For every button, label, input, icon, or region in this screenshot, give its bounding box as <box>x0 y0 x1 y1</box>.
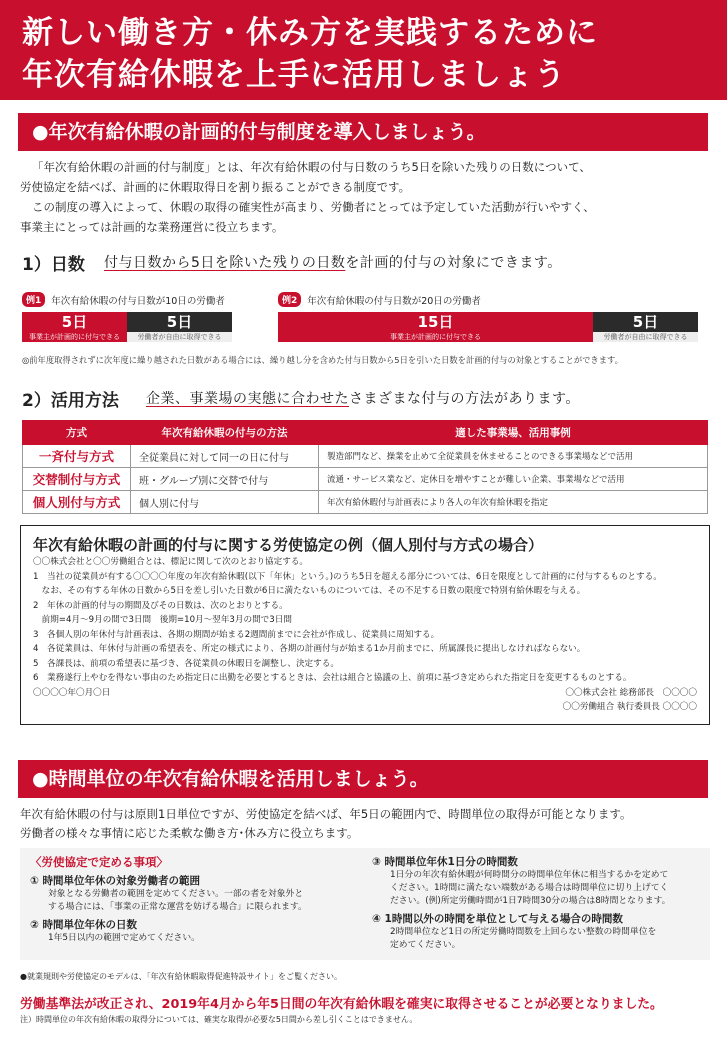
example1-bar <box>22 312 232 342</box>
agreement-box <box>20 525 710 725</box>
footer-note-1: ●就業規則や労使協定のモデルは、「年次有給休暇取得促進特設サイト」をご覧ください。 <box>20 972 343 981</box>
example1-planned-days: 5日 <box>61 313 88 331</box>
title-banner <box>0 0 727 100</box>
agreement-line: 6 業務遂行上やむを得ない事由のため指定日に出勤を必要とするときは、会社は組合と協議の上、前項に基づき定められた指定日を変更するものとする。 <box>33 673 632 683</box>
time-unit-left-column <box>30 854 360 945</box>
agreement-line: 2 年休の計画的付与の期間及びその日数は、次のとおりとする。 <box>33 600 288 611</box>
method-description: 個人別に付与 <box>131 491 319 514</box>
methods-title: 2）活用方法 <box>22 391 119 411</box>
item4-text-1: 2時間単位など1日の所定労働時間数を上回らない整数の時間単位を <box>390 927 657 937</box>
example2-planned-caption: 事業主が計画的に付与できる <box>390 333 481 341</box>
items-heading: 〈労使協定で定める事項〉 <box>30 855 168 869</box>
methods-header-row <box>23 421 708 445</box>
title-line-2: 年次有給休暇を上手に活用しましょう <box>22 57 566 93</box>
item2-text-1: 1年5日以内の範囲で定めてください。 <box>48 933 200 943</box>
title-line-1: 新しい働き方・休み方を実践するために <box>22 15 598 51</box>
method-case: 流通・サービス業など、定休日を増やすことが難しい企業、事業場などで活用 <box>319 468 708 491</box>
footer-red-notice: 労働基準法が改正され、2019年4月から年5日間の年次有給休暇を確実に取得させることが必要となりました。 <box>20 997 663 1012</box>
agreement-signature-row <box>33 686 697 700</box>
time-unit-box <box>20 848 710 960</box>
item3-text-1: 1日分の年次有給休暇が何時間分の時間単位年休に相当するかを定めて <box>390 870 669 880</box>
example2-bar <box>278 312 698 342</box>
agreement-line: 1 当社の従業員が有する〇〇〇〇年度の年次有給休暇(以下「年休」という。)のうち5日を超える部分については、6日を限度として計画的に付与するものとする。 <box>33 571 662 582</box>
item1-text-2: する場合には、「事業の正常な運営を妨げる場合」に限られます。 <box>48 902 307 912</box>
method-name: 個人別付与方式 <box>23 491 131 514</box>
example1-label <box>22 292 225 307</box>
item1-text-1: 対象となる労働者の範囲を定めてください。一部の者を対象外と <box>48 889 304 899</box>
days-note: ◎前年度取得されずに次年度に繰り越された日数がある場合には、繰り越し分を含めた付与日数から5日を引いた日数を計画的付与の対象とすることができます。 <box>22 355 623 365</box>
methods-desc-rest: さまざまな付与の方法があります。 <box>349 391 580 407</box>
agreement-line: 〇〇株式会社と〇〇労働組合とは、標記に関して次のとおり協定する。 <box>33 557 309 567</box>
example1-text: 年次有給休暇の付与日数が10日の労働者 <box>51 295 225 307</box>
method-description: 全従業員に対して同一の日に付与 <box>131 445 319 468</box>
table-row <box>23 445 708 468</box>
method-name: 一斉付与方式 <box>23 445 131 468</box>
days-desc-rest: を計画的付与の対象にできます。 <box>345 255 562 271</box>
agreement-line: 前期=4月～9月の間で3日間 後期=10月～翌年3月の間で3日間 <box>33 615 292 625</box>
method-name: 交替制付与方式 <box>23 468 131 491</box>
agreement-title: 年次有給休暇の計画的付与に関する労使協定の例（個人別付与方式の場合） <box>33 536 544 554</box>
example1-planned-caption: 事業主が計画的に付与できる <box>29 333 120 341</box>
section1-para-1: 「年次有給休暇の計画的付与制度」とは、年次有給休暇の付与日数のうち5日を除いた残りの日数について、 <box>32 160 591 174</box>
example2-free-segment <box>593 312 698 342</box>
agreement-line: 5 各課長は、前項の希望表に基づき、各従業員の休暇日を調整し、決定する。 <box>33 658 339 669</box>
method-description: 班・グループ別に交替で付与 <box>131 468 319 491</box>
example2-free-caption: 労働者が自由に取得できる <box>593 332 698 342</box>
footer-note-2: 注）時間単位の年次有給休暇の取得分については、確実な取得が必要な5日間から差し引くことはできません。 <box>20 1015 418 1024</box>
methods-header-method: 年次有給休暇の付与の方法 <box>131 421 319 445</box>
method-case: 製造部門など、操業を止めて全従業員を休ませることのできる事業場などで活用 <box>319 445 708 468</box>
days-desc-underlined: 付与日数から5日を除いた残りの日数 <box>104 255 346 271</box>
example1-badge: 例1 <box>22 292 45 307</box>
agreement-date: 〇〇〇〇年〇月〇日 <box>33 687 111 698</box>
item3-text-3: ださい。(例)所定労働時間が1日7時間30分の場合は8時間となります。 <box>390 896 671 906</box>
example2-text: 年次有給休暇の付与日数が20日の労働者 <box>307 295 481 307</box>
example1-planned-segment <box>22 312 127 342</box>
example1-free-days: 5日 <box>166 313 193 331</box>
table-row <box>23 491 708 514</box>
methods-desc <box>146 388 580 408</box>
example1-free-segment <box>127 312 232 342</box>
methods-header-case: 適した事業場、活用事例 <box>319 421 708 445</box>
agreement-line: 4 各従業員は、年休付与計画の希望表を、所定の様式により、各期の計画付与が始まる1か月前までに、所属課長に提出しなければならない。 <box>33 644 586 654</box>
days-desc <box>104 252 562 272</box>
section2-heading: ●時間単位の年次有給休暇を活用しましょう。 <box>18 760 708 798</box>
agreement-signer-2: 〇〇労働組合 執行委員長 〇〇〇〇 <box>562 701 697 712</box>
agreement-signer-1: 〇〇株式会社 総務部長 〇〇〇〇 <box>565 687 697 698</box>
item1-title: ① 時間単位年休の対象労働者の範囲 <box>30 875 201 887</box>
item2-title: ② 時間単位年休の日数 <box>30 919 138 931</box>
example2-free-days: 5日 <box>632 313 659 331</box>
item3-title: ③ 時間単位年休1日分の時間数 <box>372 856 518 868</box>
example2-label <box>278 292 481 307</box>
days-title: 1）日数 <box>22 255 85 275</box>
example2-planned-days: 15日 <box>417 313 454 331</box>
section1-para-3: この制度の導入によって、休暇の取得の確実性が高まり、労働者にとっては予定していた活動が行いやすく、 <box>32 200 595 214</box>
section2-para-1: 年次有給休暇の付与は原則1日単位ですが、労使協定を結べば、年5日の範囲内で、時間単位の取得が可能となります。 <box>20 807 632 821</box>
methods-header-type: 方式 <box>23 421 131 445</box>
example2-planned-segment <box>278 312 593 342</box>
method-case: 年次有給休暇付与計画表により各人の年次有給休暇を指定 <box>319 491 708 514</box>
methods-desc-underlined: 企業、事業場の実態に合わせた <box>146 391 349 407</box>
table-row <box>23 468 708 491</box>
agreement-signature-row-2 <box>33 700 697 714</box>
item4-title: ④ 1時間以外の時間を単位として与える場合の時間数 <box>372 913 623 925</box>
methods-table <box>22 420 708 514</box>
section2-para-2: 労働者の様々な事情に応じた柔軟な働き方･休み方に役立ちます。 <box>20 826 359 840</box>
example1-free-caption: 労働者が自由に取得できる <box>127 332 232 342</box>
item4-text-2: 定めてください。 <box>390 940 461 950</box>
time-unit-right-column <box>372 854 706 952</box>
agreement-line: 3 各個人別の年休付与計画表は、各期の期間が始まる2週間前までに会社が作成し、従業員に周知する。 <box>33 629 440 640</box>
agreement-line: なお、その有する年休の日数から5日を差し引いた日数が6日に満たないものについては、その不足する日数の限度で特別有給休暇を与える。 <box>33 586 586 596</box>
section1-para-4: 事業主にとっては計画的な業務運営に役立ちます。 <box>20 220 284 234</box>
example2-badge: 例2 <box>278 292 301 307</box>
section1-para-2: 労使協定を結べば、計画的に休暇取得日を割り振ることができる制度です。 <box>20 180 411 194</box>
section1-heading: ●年次有給休暇の計画的付与制度を導入しましょう。 <box>18 113 708 151</box>
item3-text-2: ください。1時間に満たない端数がある場合は時間単位に切り上げてく <box>390 883 669 893</box>
